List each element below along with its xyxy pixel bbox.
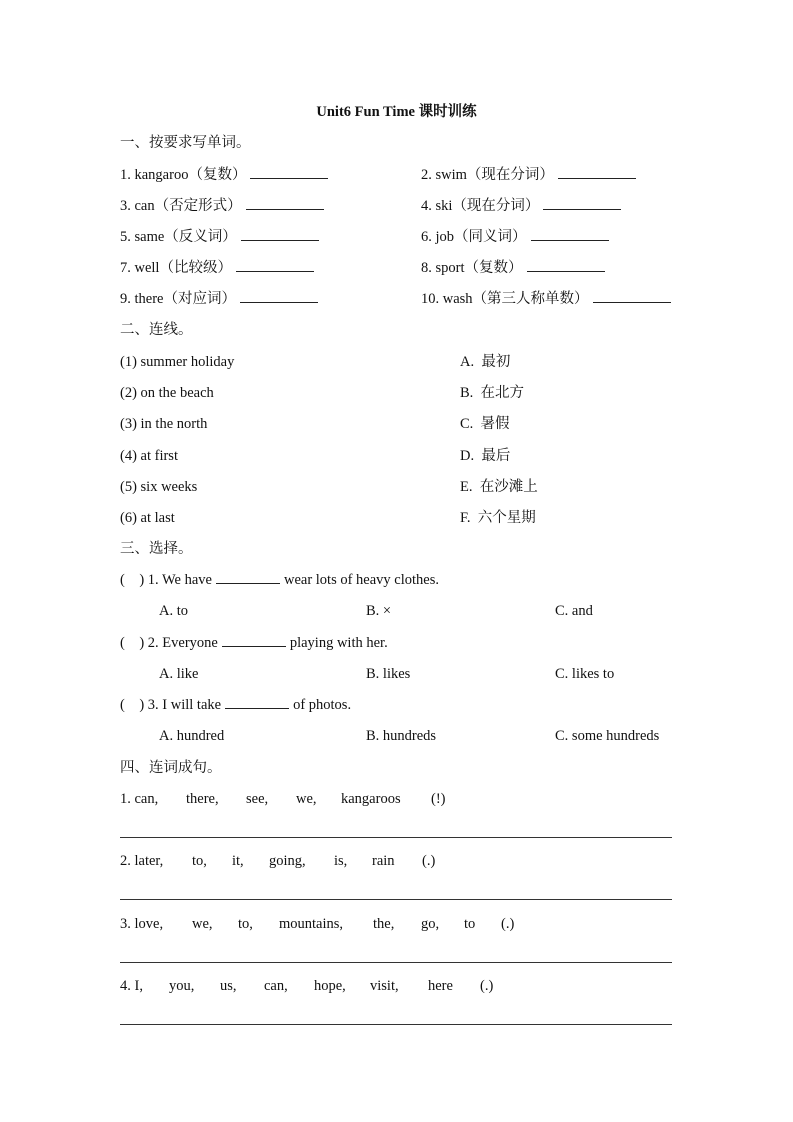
scrambled-word-label: here: [428, 977, 453, 994]
choice-option-label: A. to: [159, 603, 188, 619]
match-right-item-label: D. 最后: [460, 447, 511, 464]
answer-blank[interactable]: [241, 228, 319, 241]
scrambled-word-label: rain: [372, 853, 395, 870]
scrambled-word: [120, 915, 163, 933]
scrambled-word: [341, 790, 401, 808]
choice-option-label: C. and: [555, 603, 593, 619]
word-item-label: 5. same（反义词）: [120, 229, 237, 245]
scrambled-word: [428, 977, 453, 995]
match-left-item-label: (5) six weeks: [120, 478, 198, 495]
match-right-item-label: B. 在北方: [460, 385, 525, 402]
choice-option[interactable]: [555, 602, 593, 620]
word-item: [421, 197, 621, 215]
scrambled-word-label: (.): [422, 853, 436, 870]
scrambled-word-label: you,: [169, 977, 195, 994]
scrambled-word: [334, 852, 347, 870]
choice-option[interactable]: [366, 665, 410, 683]
word-item-label: 10. wash（第三人称单数）: [421, 291, 589, 307]
match-left-item[interactable]: [120, 353, 234, 371]
scrambled-word: [192, 852, 207, 870]
scrambled-word-label: can,: [264, 977, 288, 994]
answer-line[interactable]: [120, 1024, 672, 1025]
match-left-item[interactable]: [120, 478, 197, 496]
scrambled-word: [480, 977, 493, 995]
question-blank: [216, 571, 280, 584]
match-right-item-label: C. 暑假: [460, 416, 510, 433]
word-item-label: 2. swim（现在分词）: [421, 167, 554, 183]
choice-option[interactable]: [555, 727, 659, 745]
match-right-item-label: F. 六个星期: [460, 510, 536, 526]
page-title: Unit6 Fun Time 课时训练: [316, 104, 477, 120]
answer-line[interactable]: [120, 962, 672, 963]
word-item-label: 3. can（否定形式）: [120, 198, 242, 214]
question-suffix: playing with her.: [289, 634, 388, 651]
section2-heading: 二、连线。: [120, 322, 193, 338]
scrambled-word-label: 3. love,: [120, 915, 164, 932]
question-prefix: ( ) 1. We have: [120, 572, 212, 588]
word-item: [421, 259, 605, 277]
match-right-item[interactable]: [460, 509, 536, 527]
scrambled-word: [120, 852, 163, 870]
match-right-item[interactable]: [460, 478, 538, 496]
choice-option-label: C. some hundreds: [555, 728, 660, 744]
word-item-label: 8. sport（复数）: [421, 260, 523, 276]
match-left-item-label: (3) in the north: [120, 416, 208, 433]
scrambled-word-label: we,: [296, 791, 317, 807]
scrambled-word: [314, 977, 346, 995]
scrambled-word-label: go,: [421, 915, 440, 932]
scrambled-word-label: mountains,: [279, 915, 344, 932]
choice-option-label: A. hundred: [159, 728, 225, 744]
scrambled-word: [238, 915, 253, 933]
match-right-item[interactable]: [460, 384, 524, 402]
answer-blank[interactable]: [527, 259, 605, 272]
match-right-item-label: E. 在沙滩上: [460, 478, 538, 495]
scrambled-word-label: is,: [334, 853, 348, 870]
word-item: [421, 166, 636, 184]
word-item-label: 9. there（对应词）: [120, 291, 236, 307]
choice-option[interactable]: [366, 727, 436, 745]
answer-blank[interactable]: [246, 197, 324, 210]
choice-option[interactable]: [366, 602, 391, 620]
scrambled-word-label: 2. later,: [120, 853, 164, 870]
scrambled-word-label: to,: [238, 915, 253, 932]
scrambled-word-label: (.): [480, 977, 494, 994]
choice-option-label: A. like: [159, 665, 199, 682]
scrambled-word: [422, 852, 435, 870]
answer-blank[interactable]: [250, 166, 328, 179]
scrambled-word: [372, 852, 395, 870]
answer-line[interactable]: [120, 837, 672, 838]
section4-heading: 四、连词成句。: [120, 760, 222, 776]
scrambled-word-label: visit,: [370, 977, 399, 994]
choice-option[interactable]: [159, 665, 198, 683]
word-item: [120, 290, 318, 308]
match-left-item-label: (2) on the beach: [120, 385, 214, 402]
word-item: [421, 228, 609, 246]
scrambled-word-label: us,: [220, 977, 237, 994]
scrambled-word-label: 1. can,: [120, 791, 159, 807]
scrambled-word: [186, 790, 219, 808]
word-item: [120, 228, 319, 246]
word-item: [421, 290, 671, 308]
choice-question: [120, 571, 439, 589]
match-right-item-label: A. 最初: [460, 354, 511, 370]
word-item: [120, 166, 328, 184]
answer-blank[interactable]: [531, 228, 609, 241]
match-right-item[interactable]: [460, 415, 510, 433]
scrambled-word: [431, 790, 446, 808]
choice-option-label: C. likes to: [555, 665, 615, 682]
section1-heading: 一、按要求写单词。: [120, 135, 251, 151]
scrambled-word: [373, 915, 394, 933]
scrambled-word: [501, 915, 514, 933]
choice-option[interactable]: [159, 602, 188, 620]
scrambled-word-label: see,: [246, 791, 269, 807]
question-blank: [222, 634, 286, 647]
question-suffix: of photos.: [293, 697, 352, 713]
match-left-item[interactable]: [120, 384, 214, 402]
word-item-label: 7. well（比较级）: [120, 260, 232, 276]
word-item-label: 4. ski（现在分词）: [421, 198, 540, 214]
match-right-item[interactable]: [460, 447, 510, 465]
scrambled-word: [192, 915, 213, 933]
scrambled-word: [279, 915, 343, 933]
scrambled-word: [269, 852, 306, 870]
scrambled-word: [296, 790, 317, 808]
scrambled-word-label: kangaroos: [341, 791, 401, 807]
scrambled-word-label: (!): [431, 791, 446, 807]
match-left-item-label: (6) at last: [120, 510, 175, 526]
scrambled-word: [421, 915, 439, 933]
scrambled-word: [246, 790, 268, 808]
choice-option[interactable]: [159, 727, 224, 745]
answer-blank[interactable]: [543, 197, 621, 210]
scrambled-word-label: to: [464, 915, 476, 932]
answer-line[interactable]: [120, 899, 672, 900]
section3-heading: 三、选择。: [120, 541, 193, 557]
match-left-item[interactable]: [120, 509, 175, 527]
scrambled-word-label: hope,: [314, 977, 346, 994]
answer-blank[interactable]: [240, 290, 318, 303]
scrambled-word-label: to,: [192, 853, 207, 870]
match-left-item-label: (4) at first: [120, 447, 178, 464]
answer-blank[interactable]: [558, 166, 636, 179]
word-item: [120, 197, 324, 215]
choice-question: [120, 634, 388, 652]
answer-blank[interactable]: [236, 259, 314, 272]
match-left-item[interactable]: [120, 447, 178, 465]
word-item-label: 6. job（同义词）: [421, 229, 527, 245]
scrambled-word: [232, 852, 244, 870]
question-blank: [225, 696, 289, 709]
scrambled-word-label: we,: [192, 915, 213, 932]
match-left-item[interactable]: [120, 415, 207, 433]
scrambled-word: [169, 977, 194, 995]
scrambled-word-label: it,: [232, 853, 244, 870]
scrambled-word: [220, 977, 237, 995]
scrambled-word-label: going,: [269, 853, 306, 870]
choice-option[interactable]: [555, 665, 614, 683]
scrambled-word-label: there,: [186, 791, 219, 807]
scrambled-word-label: the,: [373, 915, 395, 932]
question-suffix: wear lots of heavy clothes.: [283, 572, 440, 588]
choice-option-label: B. ×: [366, 603, 392, 619]
question-prefix: ( ) 2. Everyone: [120, 634, 218, 651]
match-left-item-label: (1) summer holiday: [120, 354, 235, 370]
answer-blank[interactable]: [593, 290, 671, 303]
scrambled-word: [120, 790, 158, 808]
choice-option-label: B. likes: [366, 665, 411, 682]
choice-option-label: B. hundreds: [366, 728, 437, 744]
scrambled-word-label: 4. I,: [120, 977, 143, 994]
word-item: [120, 259, 314, 277]
scrambled-word: [464, 915, 475, 933]
question-prefix: ( ) 3. I will take: [120, 697, 222, 713]
choice-question: [120, 696, 351, 714]
scrambled-word-label: (.): [501, 915, 515, 932]
word-item-label: 1. kangaroo（复数）: [120, 167, 247, 183]
match-right-item[interactable]: [460, 353, 510, 371]
scrambled-word: [120, 977, 143, 995]
scrambled-word: [264, 977, 288, 995]
scrambled-word: [370, 977, 399, 995]
